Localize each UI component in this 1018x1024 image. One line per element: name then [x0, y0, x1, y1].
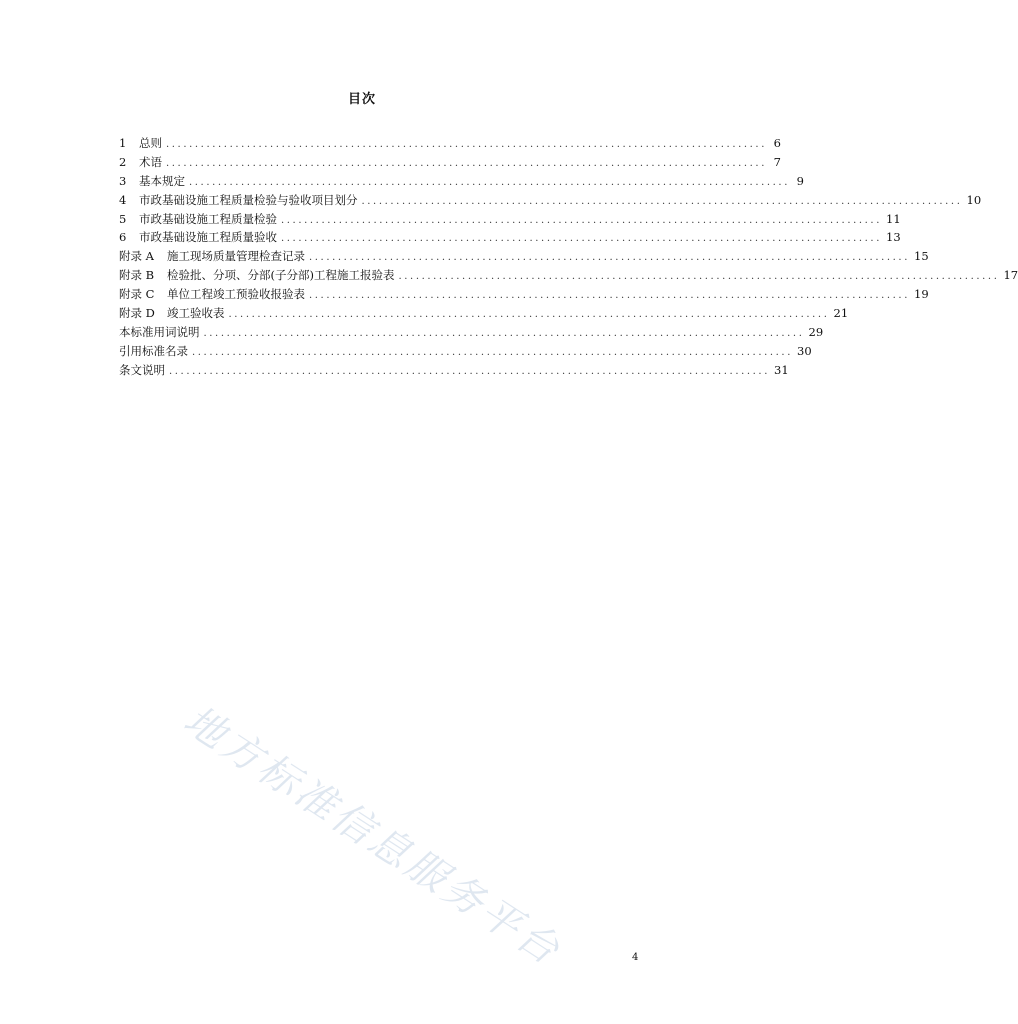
toc-entry-number: 附录 C — [119, 287, 155, 302]
toc-entry-title: 条文说明 — [119, 362, 165, 377]
toc-entry-title: 市政基础设施工程质量检验与验收项目划分 — [139, 192, 358, 207]
toc-entry-title: 竣工验收表 — [167, 306, 225, 321]
toc-dot-leader: ........................................................................................................ — [361, 195, 963, 207]
toc-dot-leader: ........................................................................................................ — [398, 271, 1000, 283]
toc-entry-number: 3 — [119, 173, 127, 188]
toc-entry-page: 13 — [886, 230, 901, 245]
toc-dot-leader: ........................................................................................................ — [309, 290, 910, 302]
watermark: 地方标准信息服务平台 — [175, 697, 570, 976]
toc-entry-page: 11 — [886, 211, 901, 226]
toc-entry-page: 29 — [808, 324, 824, 339]
toc-entry-number: 4 — [119, 192, 127, 207]
toc-dot-leader: ........................................................................................................ — [281, 214, 882, 226]
table-of-contents — [119, 135, 1018, 381]
toc-dot-leader: ........................................................................................................ — [166, 139, 767, 150]
toc-entry[interactable] — [119, 154, 781, 173]
toc-entry-title: 单位工程竣工预验收报验表 — [167, 287, 305, 302]
toc-entry-page: 19 — [914, 287, 929, 302]
toc-entry-number: 附录 A — [119, 249, 154, 264]
toc-entry-page: 17 — [1003, 268, 1018, 283]
toc-dot-leader: ........................................................................................................ — [192, 346, 793, 358]
toc-dot-leader: ........................................................................................................ — [189, 176, 790, 188]
toc-entry[interactable] — [119, 229, 901, 248]
toc-dot-leader: ........................................................................................................ — [281, 233, 882, 245]
toc-entry-number: 2 — [119, 154, 127, 169]
toc-entry-page: 31 — [774, 362, 789, 377]
toc-entry-title: 总则 — [139, 136, 162, 150]
toc-entry[interactable] — [119, 211, 901, 230]
toc-dot-leader: ........................................................................................................ — [166, 157, 767, 169]
toc-entry-title: 市政基础设施工程质量检验 — [139, 211, 277, 226]
toc-entry[interactable] — [119, 135, 781, 154]
toc-entry-number: 1 — [119, 136, 127, 150]
toc-dot-leader: ........................................................................................................ — [309, 252, 910, 264]
toc-entry[interactable] — [119, 324, 824, 343]
toc-entry[interactable] — [119, 173, 804, 192]
toc-entry-title: 引用标准名录 — [119, 343, 188, 358]
toc-dot-leader: ........................................................................................................ — [203, 327, 805, 339]
toc-entry-page: 10 — [966, 192, 982, 207]
toc-entry[interactable] — [119, 343, 812, 362]
toc-entry-page: 30 — [797, 343, 812, 358]
toc-entry-number: 附录 B — [119, 268, 155, 283]
toc-dot-leader: ........................................................................................................ — [228, 309, 830, 321]
toc-entry-page: 15 — [914, 249, 929, 264]
toc-entry-page: 9 — [796, 173, 804, 188]
toc-entry-title: 本标准用词说明 — [119, 324, 200, 339]
toc-entry-title: 市政基础设施工程质量验收 — [139, 230, 277, 245]
toc-entry-number: 附录 D — [119, 306, 155, 321]
toc-entry-title: 检验批、分项、分部(子分部)工程施工报验表 — [167, 268, 395, 283]
toc-entry[interactable] — [119, 248, 929, 267]
toc-entry-title: 术语 — [139, 154, 162, 169]
toc-entry[interactable] — [119, 267, 1018, 286]
toc-entry-title: 基本规定 — [139, 173, 185, 188]
toc-entry-number: 6 — [119, 230, 127, 245]
toc-dot-leader: ........................................................................................................ — [169, 365, 770, 377]
toc-entry-number: 5 — [119, 211, 127, 226]
toc-entry-page: 7 — [773, 154, 781, 169]
toc-entry[interactable] — [119, 192, 982, 211]
toc-entry[interactable] — [119, 362, 789, 381]
page-number: 4 — [632, 952, 639, 963]
toc-entry-page: 21 — [833, 306, 849, 321]
toc-entry[interactable] — [119, 286, 929, 305]
page-title: 目次 — [347, 92, 376, 107]
toc-entry-page: 6 — [773, 136, 781, 150]
toc-entry[interactable] — [119, 305, 849, 324]
toc-entry-title: 施工现场质量管理检查记录 — [167, 249, 305, 264]
